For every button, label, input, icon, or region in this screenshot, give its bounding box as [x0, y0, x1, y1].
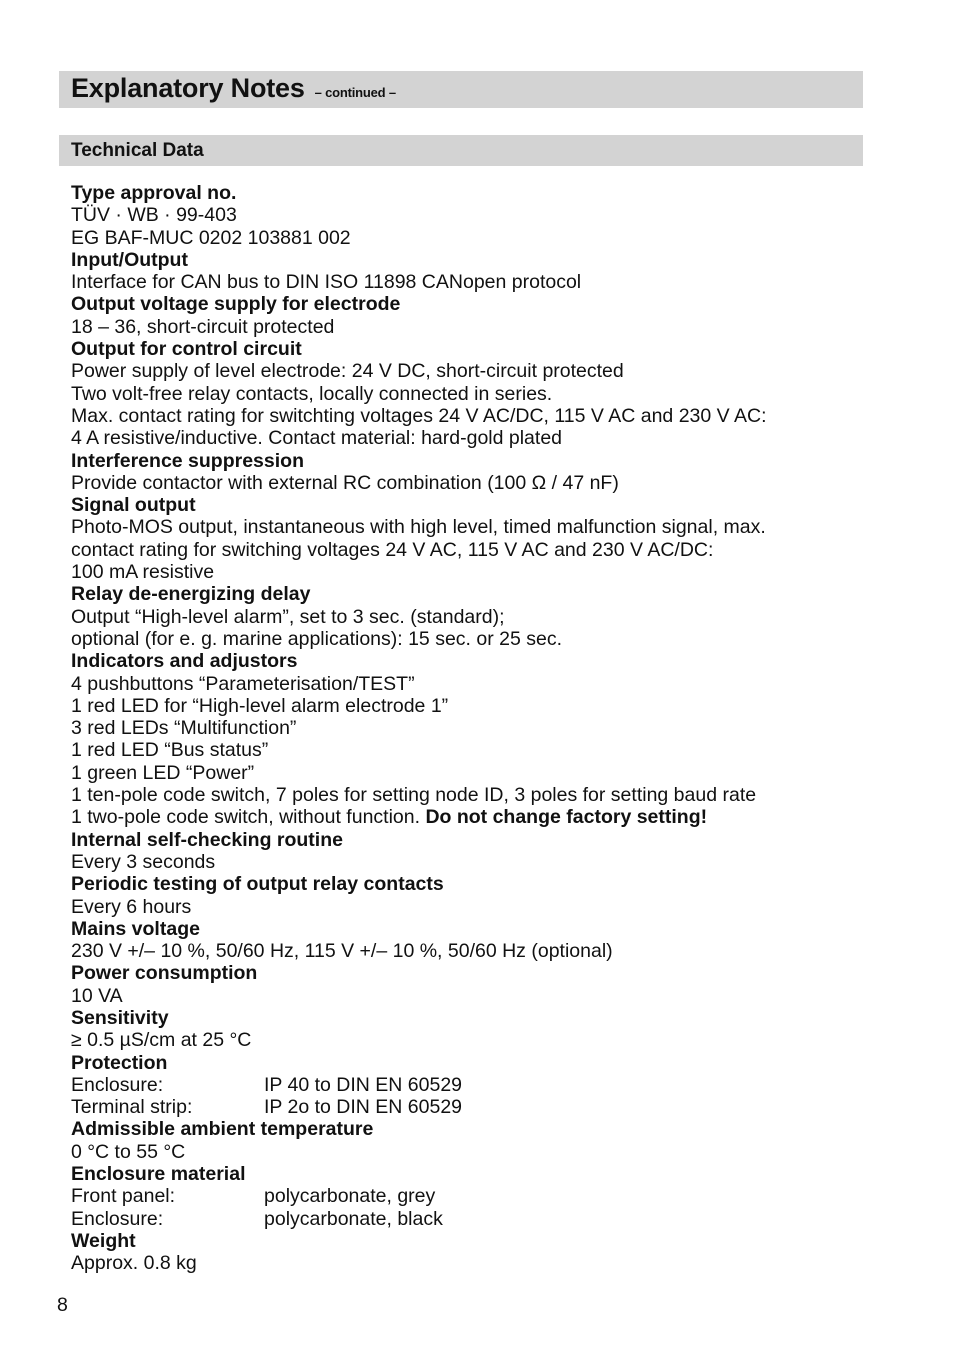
- spec-value: Output “High-level alarm”, set to 3 sec. (standard);: [71, 605, 505, 628]
- spec-value: optional (for e. g. marine applications): 15 sec. or 25 sec.: [71, 627, 563, 650]
- spec-heading: Protection: [71, 1051, 168, 1074]
- spec-value: Max. contact rating for switchting voltages 24 V AC/DC, 115 V AC and 230 V AC:: [71, 404, 767, 427]
- section-bar: [59, 135, 863, 166]
- spec-value: 230 V +/– 10 %, 50/60 Hz, 115 V +/– 10 %, 50/60 Hz (optional): [71, 940, 613, 963]
- spec-value: [71, 806, 861, 828]
- spec-block: [71, 182, 861, 249]
- page-title-text: Explanatory Notes: [71, 73, 305, 103]
- spec-block: [71, 1163, 861, 1230]
- spec-value: 100 mA resistive: [71, 561, 215, 584]
- spec-heading: Interference suppression: [71, 449, 304, 472]
- spec-block: [71, 293, 861, 338]
- spec-block: [71, 1052, 861, 1119]
- spec-value: ≥ 0.5 µS/cm at 25 °C: [71, 1029, 252, 1052]
- spec-value: Two volt-free relay contacts, locally connected in series.: [71, 382, 553, 405]
- spec-value: Every 6 hours: [71, 895, 192, 918]
- spec-heading: Indicators and adjustors: [71, 650, 298, 673]
- spec-heading: Sensitivity: [71, 1006, 169, 1029]
- spec-row: [71, 1185, 861, 1207]
- spec-value: 18 – 36, short-circuit protected: [71, 315, 335, 338]
- spec-heading: Relay de-energizing delay: [71, 583, 311, 606]
- spec-row-value: IP 40 to DIN EN 60529: [264, 1073, 463, 1096]
- spec-heading: Mains voltage: [71, 917, 200, 940]
- spec-row-value: polycarbonate, grey: [264, 1185, 436, 1208]
- spec-block: [71, 873, 861, 918]
- spec-heading: Weight: [71, 1229, 136, 1252]
- spec-value: 1 ten-pole code switch, 7 poles for setting node ID, 3 poles for setting baud rate: [71, 784, 757, 807]
- section-title: Technical Data: [71, 140, 204, 161]
- spec-heading: Signal output: [71, 494, 196, 517]
- spec-value: Interface for CAN bus to DIN ISO 11898 CANopen protocol: [71, 271, 582, 294]
- spec-block: [71, 249, 861, 294]
- spec-block: [71, 338, 861, 449]
- spec-row-key: Enclosure:: [71, 1207, 164, 1230]
- spec-value: 3 red LEDs “Multifunction”: [71, 717, 297, 740]
- spec-row-key: Terminal strip:: [71, 1096, 193, 1119]
- page-number: 8: [57, 1294, 68, 1316]
- spec-row-key: Front panel:: [71, 1185, 176, 1208]
- spec-value: Photo-MOS output, instantaneous with high level, timed malfunction signal, max.: [71, 516, 766, 539]
- spec-block: [71, 494, 861, 583]
- spec-list: [71, 182, 861, 1275]
- spec-row: [71, 1096, 861, 1118]
- spec-heading: Admissible ambient temperature: [71, 1118, 374, 1141]
- spec-value: 0 °C to 55 °C: [71, 1140, 186, 1163]
- spec-value: Provide contactor with external RC combination (100 Ω / 47 nF): [71, 471, 619, 494]
- page-subtitle: – continued –: [314, 85, 396, 100]
- spec-value: 4 A resistive/inductive. Contact material: hard-gold plated: [71, 427, 563, 450]
- header-bar: [59, 71, 863, 108]
- spec-heading: Output for control circuit: [71, 338, 302, 361]
- spec-row: [71, 1208, 861, 1230]
- spec-block: [71, 1118, 861, 1163]
- spec-row-value: IP 2o to DIN EN 60529: [264, 1096, 463, 1119]
- warning-text: Do not change factory setting!: [425, 806, 708, 829]
- spec-heading: Periodic testing of output relay contacts: [71, 873, 444, 896]
- spec-block: [71, 918, 861, 963]
- spec-heading: Type approval no.: [71, 182, 237, 204]
- spec-block: [71, 1230, 861, 1275]
- spec-heading: Enclosure material: [71, 1163, 246, 1186]
- spec-value: Approx. 0.8 kg: [71, 1252, 197, 1275]
- spec-heading: Power consumption: [71, 962, 258, 985]
- spec-block: [71, 829, 861, 874]
- spec-value: Every 3 seconds: [71, 850, 216, 873]
- spec-heading: Output voltage supply for electrode: [71, 293, 401, 316]
- spec-value: Power supply of level electrode: 24 V DC, short-circuit protected: [71, 360, 624, 383]
- spec-block: [71, 962, 861, 1007]
- spec-value: EG BAF-MUC 0202 103881 002: [71, 226, 351, 249]
- spec-value: TÜV · WB · 99-403: [71, 204, 237, 227]
- spec-block: [71, 650, 861, 828]
- spec-heading: Input/Output: [71, 248, 188, 271]
- spec-block: [71, 1007, 861, 1052]
- spec-row-key: Enclosure:: [71, 1073, 164, 1096]
- spec-row-value: polycarbonate, black: [264, 1207, 443, 1230]
- spec-heading: Internal self-checking routine: [71, 828, 343, 851]
- spec-value: 1 green LED “Power”: [71, 761, 255, 784]
- page-title: [71, 73, 396, 104]
- spec-block: [71, 450, 861, 495]
- spec-value: 10 VA: [71, 984, 123, 1007]
- spec-value: 4 pushbuttons “Parameterisation/TEST”: [71, 672, 415, 695]
- spec-row: [71, 1074, 861, 1096]
- spec-value: 1 red LED “Bus status”: [71, 739, 269, 762]
- spec-block: [71, 583, 861, 650]
- spec-value: contact rating for switching voltages 24 V AC, 115 V AC and 230 V AC/DC:: [71, 538, 714, 561]
- spec-value-text: 1 two-pole code switch, without function.: [71, 806, 426, 829]
- spec-value: 1 red LED for “High-level alarm electrode 1”: [71, 694, 449, 717]
